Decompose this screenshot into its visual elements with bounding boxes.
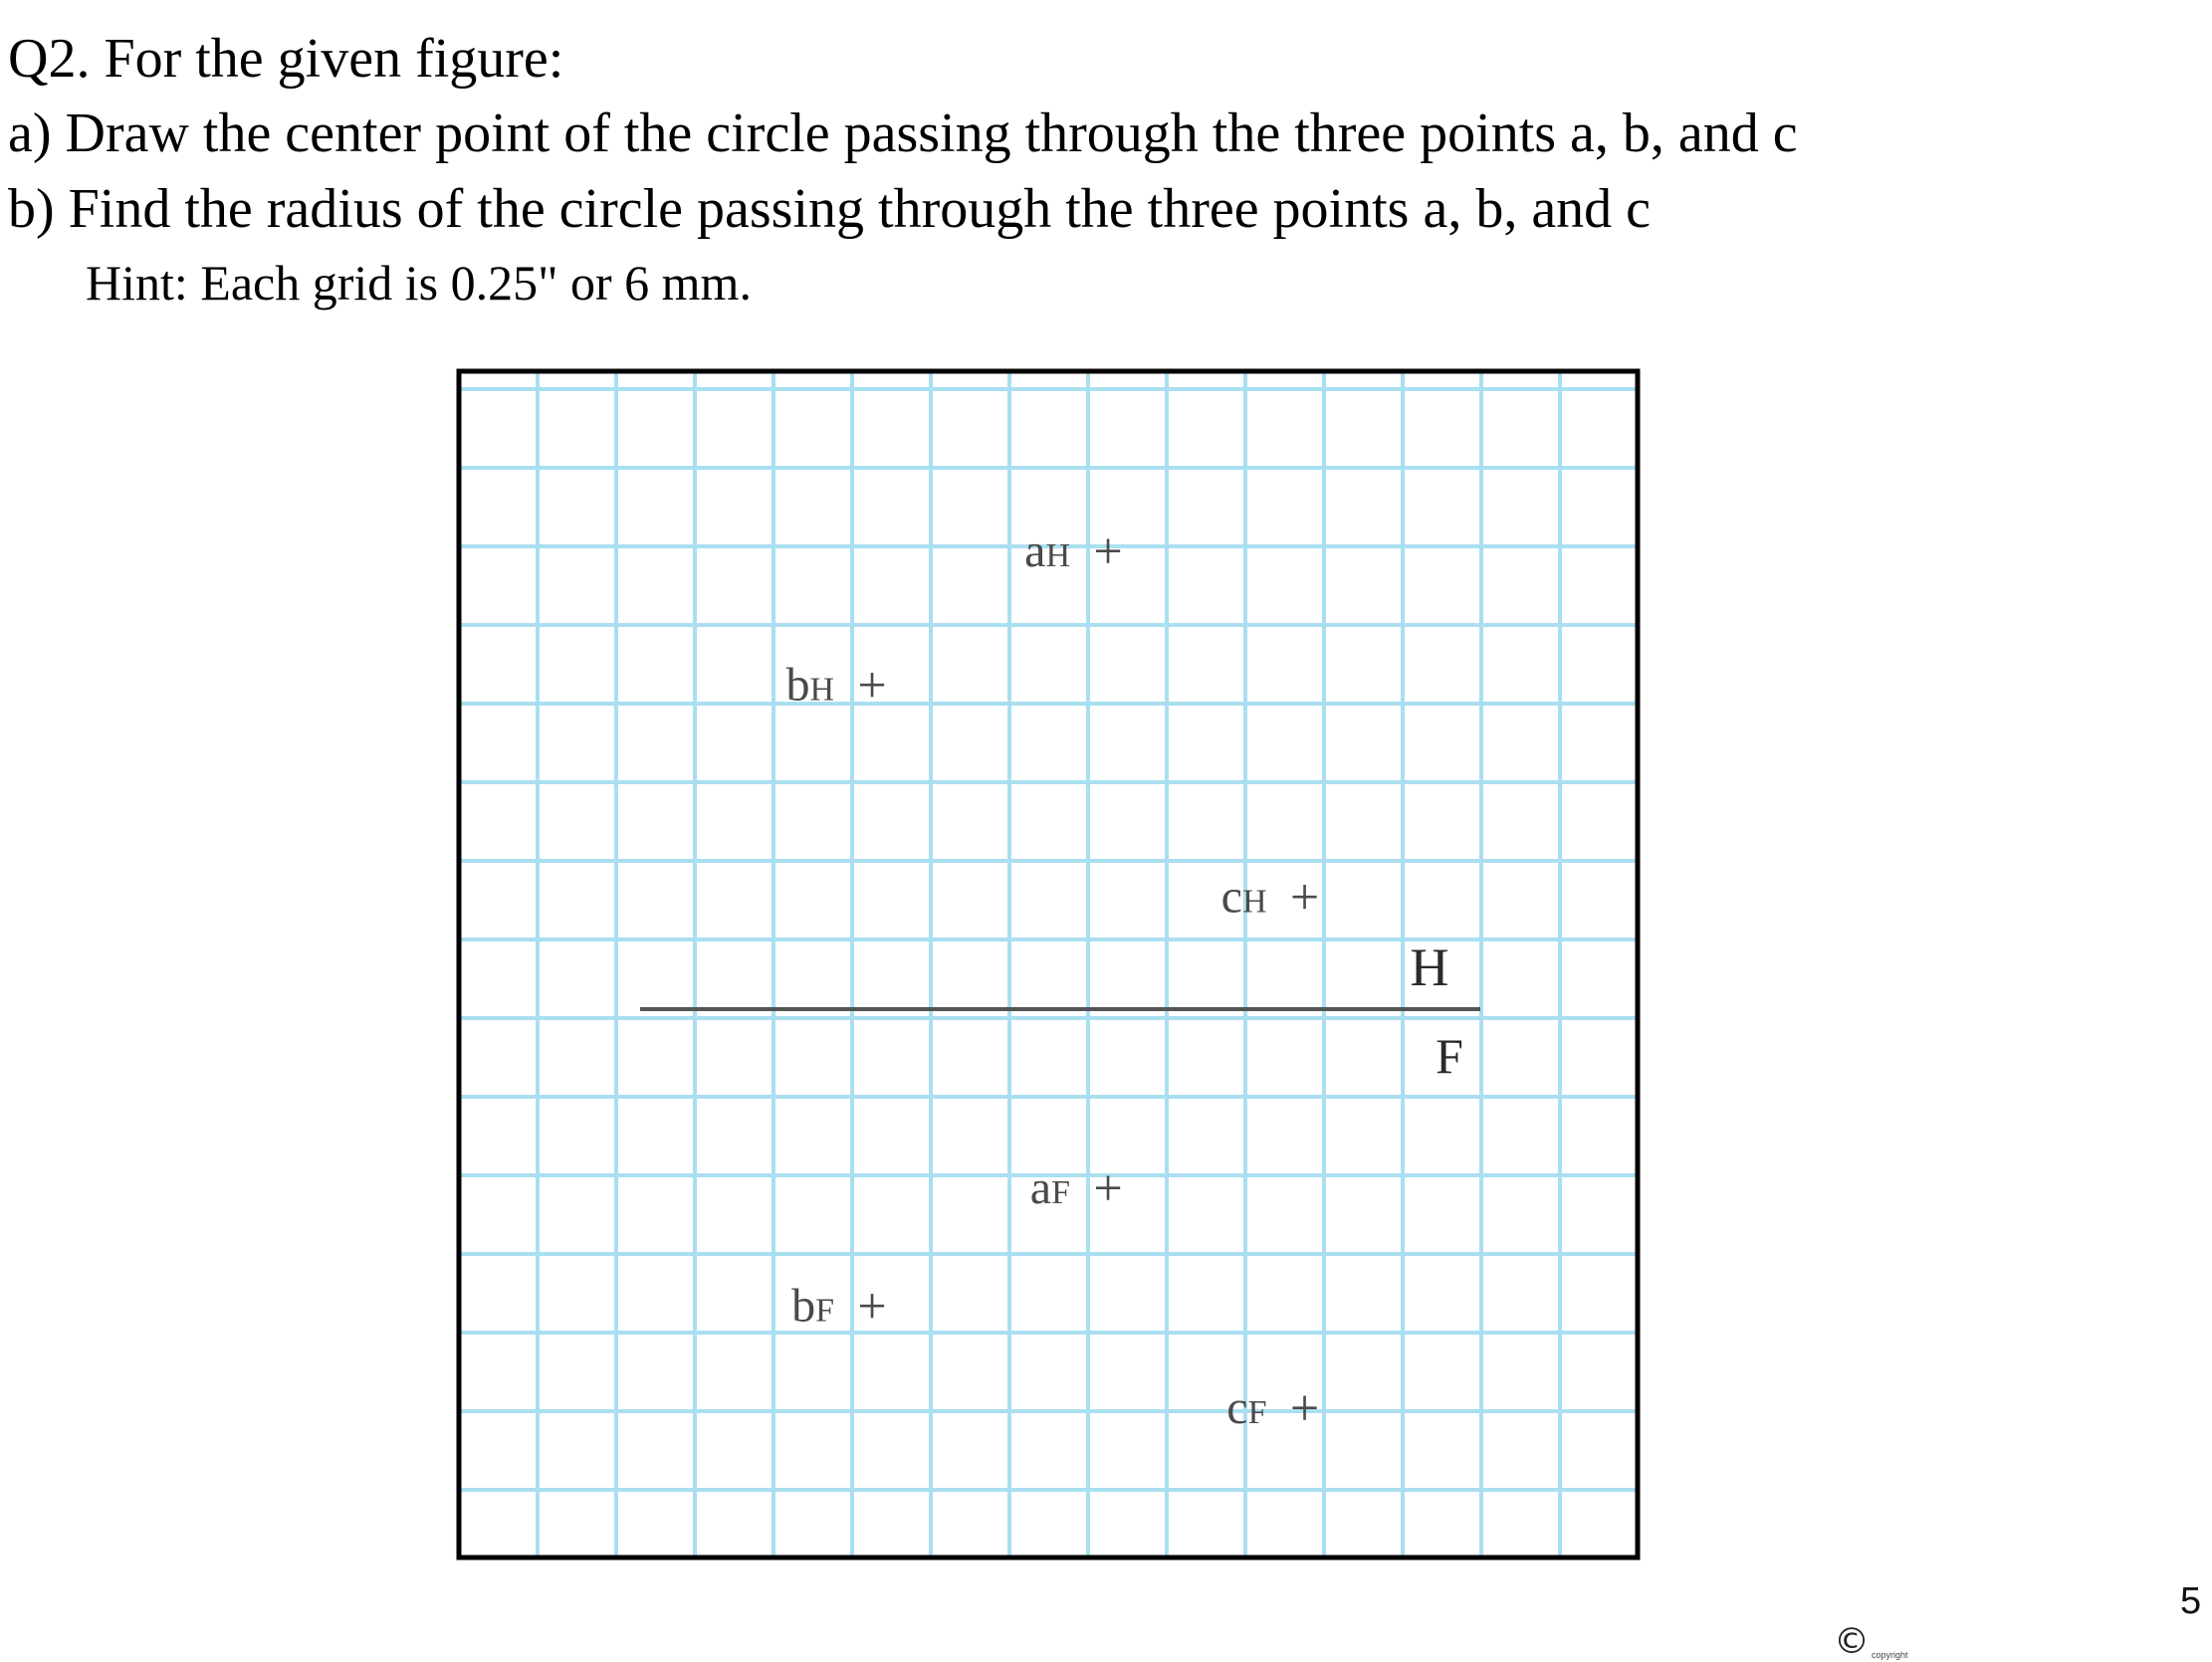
question-part-a: a) Draw the center point of the circle passing through the three points a, b, and c [8, 103, 1798, 164]
question-title: Q2. For the given figure: [8, 28, 564, 90]
copyright-mark [1834, 1621, 1908, 1662]
point-marker-aH: + [1093, 523, 1123, 580]
copyright-icon: © [1834, 1621, 1870, 1662]
page-number: 5 [2180, 1580, 2202, 1622]
copyright-text: copyright [1872, 1650, 1908, 1660]
figure-frame [459, 371, 1638, 1558]
plane-label-f: F [1436, 1028, 1463, 1084]
point-label-bH: bH [785, 658, 834, 712]
point-label-cH: cH [1220, 870, 1267, 924]
point-marker-cF: + [1289, 1380, 1320, 1438]
point-label-bF: bF [791, 1279, 834, 1333]
question-part-b: b) Find the radius of the circle passing through the three points a, b, and c [8, 178, 1652, 240]
point-label-aH: aH [1024, 524, 1070, 577]
point-label-cF: cF [1226, 1381, 1267, 1435]
points-layer [785, 523, 1319, 1437]
plane-label-h: H [1410, 937, 1449, 997]
point-marker-bF: + [857, 1278, 887, 1336]
point-marker-bH: + [857, 657, 887, 715]
grid-lines [459, 371, 1638, 1558]
question-hint: Hint: Each grid is 0.25" or 6 mm. [86, 255, 752, 311]
point-label-aF: aF [1029, 1160, 1070, 1214]
point-marker-cH: + [1289, 869, 1320, 927]
point-marker-aF: + [1093, 1159, 1123, 1217]
